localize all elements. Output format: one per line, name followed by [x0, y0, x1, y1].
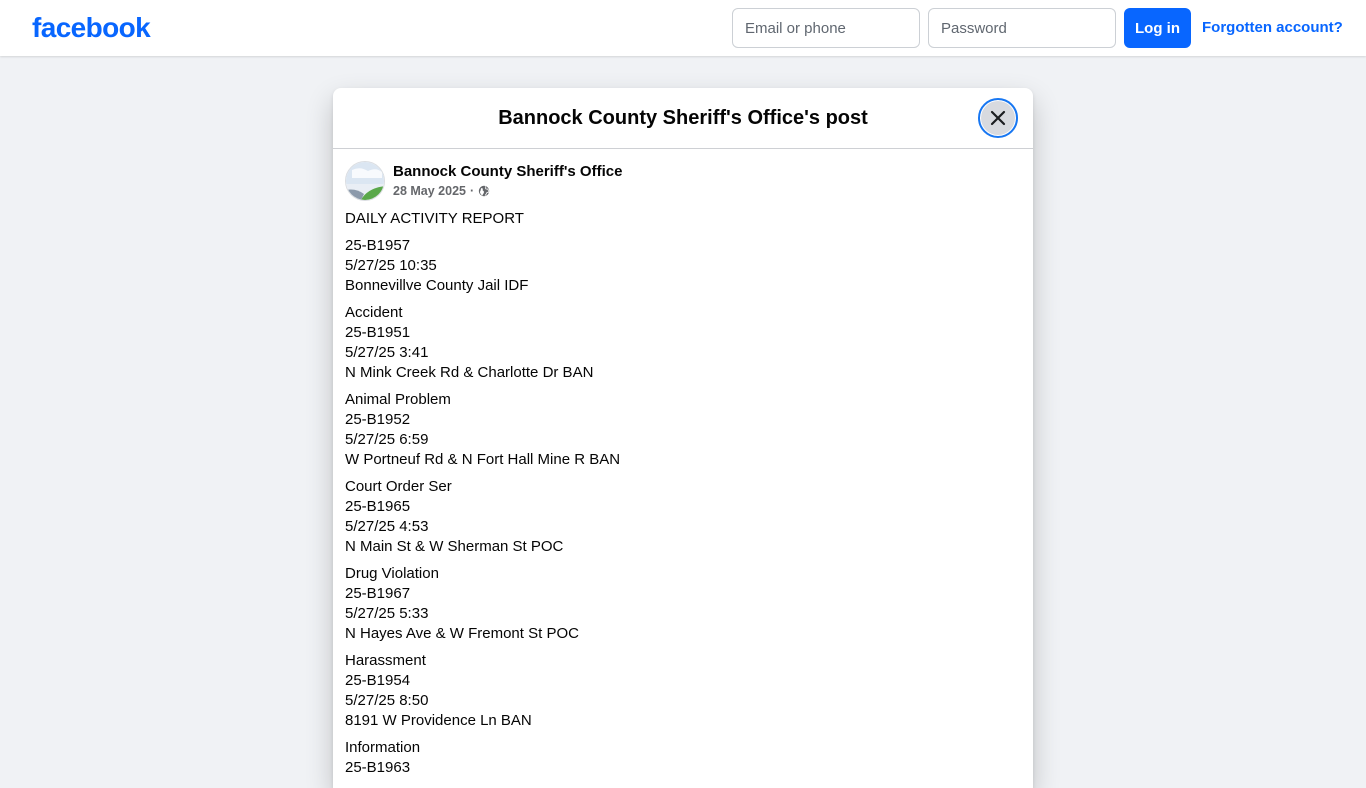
dialog-title: Bannock County Sheriff's Office's post: [498, 107, 868, 129]
entry-line: 5/27/25 4:53: [345, 518, 429, 535]
forgotten-account-link[interactable]: Forgotten account?: [1202, 19, 1343, 36]
post-meta: [393, 183, 490, 199]
entry-line: 25-B1957: [345, 237, 411, 254]
activity-entries: [345, 236, 1021, 778]
activity-entry: [345, 564, 1021, 644]
activity-entry: [345, 651, 1021, 731]
post-heading: DAILY ACTIVITY REPORT: [345, 210, 524, 227]
post-header: [333, 149, 1033, 201]
entry-line: 25-B1965: [345, 498, 411, 515]
entry-line: 8191 W Providence Ln BAN: [345, 712, 532, 729]
activity-entry: [345, 390, 1021, 470]
entry-line: Court Order Ser: [345, 478, 452, 495]
activity-entry: [345, 303, 1021, 383]
activity-entry: [345, 738, 1021, 778]
email-field[interactable]: [732, 8, 920, 48]
entry-line: 5/27/25 6:59: [345, 431, 429, 448]
entry-line: N Hayes Ave & W Fremont St POC: [345, 625, 579, 642]
entry-line: W Portneuf Rd & N Fort Hall Mine R BAN: [345, 451, 621, 468]
post-date[interactable]: 28 May 2025: [393, 184, 466, 198]
entry-line: Harassment: [345, 652, 426, 669]
post-body: [333, 201, 1033, 778]
top-navigation-bar: [0, 0, 1366, 56]
dialog-header: [333, 88, 1033, 149]
close-icon: [990, 110, 1006, 126]
entry-line: 25-B1954: [345, 672, 411, 689]
entry-line: 25-B1951: [345, 324, 411, 341]
entry-line: 5/27/25 10:35: [345, 257, 437, 274]
entry-line: Accident: [345, 304, 403, 321]
login-button[interactable]: Log in: [1124, 8, 1191, 48]
entry-line: Animal Problem: [345, 391, 451, 408]
entry-line: 25-B1952: [345, 411, 411, 428]
page-name[interactable]: Bannock County Sheriff's Office: [393, 163, 623, 180]
page-avatar[interactable]: [345, 161, 385, 201]
entry-line: 5/27/25 5:33: [345, 605, 429, 622]
entry-line: 25-B1967: [345, 585, 411, 602]
entry-line: N Main St & W Sherman St POC: [345, 538, 564, 555]
post-dialog: [333, 88, 1033, 788]
password-field[interactable]: [928, 8, 1116, 48]
entry-line: Information: [345, 739, 421, 756]
entry-line: N Mink Creek Rd & Charlotte Dr BAN: [345, 364, 594, 381]
entry-line: 25-B1963: [345, 759, 411, 776]
entry-line: Drug Violation: [345, 565, 439, 582]
entry-line: 5/27/25 3:41: [345, 344, 429, 361]
entry-line: 5/27/25 8:50: [345, 692, 429, 709]
activity-entry: [345, 477, 1021, 557]
entry-line: Bonnevillve County Jail IDF: [345, 277, 529, 294]
facebook-logo[interactable]: facebook: [32, 12, 151, 43]
activity-entry: [345, 236, 1021, 296]
close-button[interactable]: [978, 98, 1018, 138]
globe-icon: [478, 185, 490, 197]
meta-separator: ·: [469, 184, 475, 198]
